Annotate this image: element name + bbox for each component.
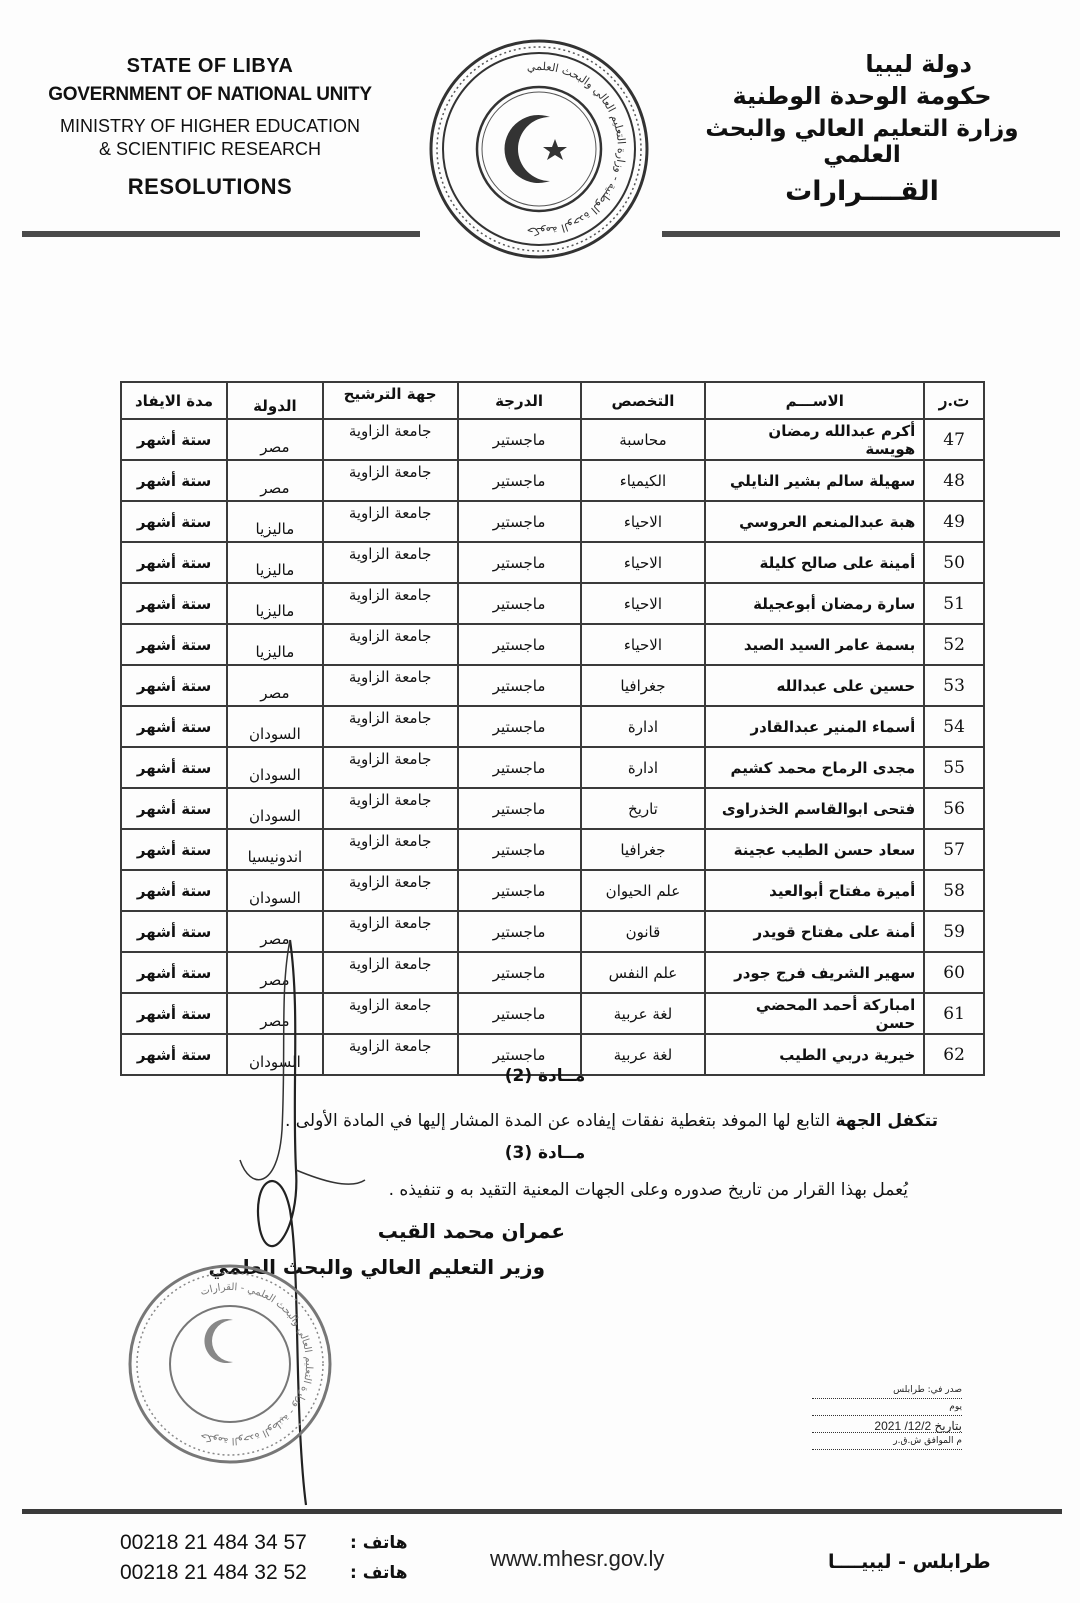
issuance-date: بتاريخ 12/2/ 2021 (812, 1419, 962, 1433)
cell-nominating-body: جامعة الزاوية (323, 583, 458, 624)
cell-no: 49 (924, 501, 984, 542)
cell-degree: ماجستير (458, 706, 581, 747)
cell-name: سهيلة سالم بشير النايلي (705, 460, 924, 501)
cell-degree: ماجستير (458, 829, 581, 870)
signer-title: وزير التعليم العالي والبحث العلمي (208, 1255, 545, 1279)
header-ar-government: حكومة الوحدة الوطنية (732, 82, 992, 110)
header-ar-state: دولة ليبيا (865, 50, 972, 78)
cell-degree: ماجستير (458, 460, 581, 501)
cell-specialization: الاحياء (581, 583, 706, 624)
article-2-title: مــادة (2) (504, 1066, 586, 1086)
cell-name: أميرة مفتاح أبوالعيد (705, 870, 924, 911)
cell-duration: ستة أشهر (121, 624, 227, 665)
cell-country: مصر (227, 419, 323, 460)
cell-no: 62 (924, 1034, 984, 1075)
cell-country: السودان (227, 706, 323, 747)
header-rule-left (22, 231, 420, 237)
cell-no: 57 (924, 829, 984, 870)
cell-degree: ماجستير (458, 624, 581, 665)
footer-phone-1-label: هاتف : (350, 1533, 408, 1553)
col-header-degree: الدرجة (458, 382, 581, 419)
header-en-ministry: MINISTRY OF HIGHER EDUCATION (59, 116, 361, 136)
table-row (121, 583, 984, 624)
article-2-lead: تتكفل الجهة (835, 1111, 938, 1131)
resolutions-seal-icon (125, 1262, 335, 1467)
cell-name: سارة رمضان أبوعجيلة (705, 583, 924, 624)
cell-duration: ستة أشهر (121, 952, 227, 993)
table-row (121, 870, 984, 911)
cell-country: ماليزيا (227, 624, 323, 665)
header-en-state: STATE OF LIBYA (126, 55, 294, 77)
cell-country: السودان (227, 788, 323, 829)
ministry-seal-icon (425, 35, 653, 263)
table-header-row (121, 382, 984, 419)
cell-country: السودان (227, 1034, 323, 1075)
cell-nominating-body: جامعة الزاوية (323, 952, 458, 993)
col-header-name: الاســـم (705, 382, 924, 419)
header-rule-right (662, 231, 1060, 237)
cell-name: هبة عبدالمنعم العروسي (705, 501, 924, 542)
footer-rule (22, 1509, 1062, 1514)
table-row (121, 542, 984, 583)
cell-country: مصر (227, 952, 323, 993)
table-row (121, 788, 984, 829)
table-row (121, 747, 984, 788)
cell-degree: ماجستير (458, 911, 581, 952)
cell-specialization: الاحياء (581, 624, 706, 665)
cell-degree: ماجستير (458, 952, 581, 993)
footer-website: www.mhesr.gov.ly (490, 1546, 665, 1571)
cell-country: السودان (227, 870, 323, 911)
cell-country: ماليزيا (227, 542, 323, 583)
table-row (121, 624, 984, 665)
cell-degree: ماجستير (458, 542, 581, 583)
article-2-body: التابع لها الموفد بتغطية نفقات إيفاده عن المدة المشار إليها في المادة الأولى . (284, 1111, 831, 1131)
header-en-ministry-cont: & SCIENTIFIC RESEARCH (98, 139, 322, 159)
footer-phone-1: 00218 21 484 34 57 (120, 1531, 307, 1554)
cell-specialization: تاريخ (581, 788, 706, 829)
cell-duration: ستة أشهر (121, 665, 227, 706)
col-header-duration: مدة الايفاد (121, 382, 227, 419)
cell-name: حسين على عبدالله (705, 665, 924, 706)
cell-specialization: محاسبة (581, 419, 706, 460)
cell-degree: ماجستير (458, 1034, 581, 1075)
cell-duration: ستة أشهر (121, 911, 227, 952)
cell-specialization: علم الحيوان (581, 870, 706, 911)
cell-nominating-body: جامعة الزاوية (323, 542, 458, 583)
cell-nominating-body: جامعة الزاوية (323, 501, 458, 542)
cell-no: 58 (924, 870, 984, 911)
table-row (121, 829, 984, 870)
cell-nominating-body: جامعة الزاوية (323, 706, 458, 747)
cell-specialization: الاحياء (581, 501, 706, 542)
table-row (121, 501, 984, 542)
footer-phone-2: 00218 21 484 32 52 (120, 1561, 307, 1584)
cell-duration: ستة أشهر (121, 583, 227, 624)
cell-nominating-body: جامعة الزاوية (323, 829, 458, 870)
cell-country: مصر (227, 993, 323, 1034)
cell-duration: ستة أشهر (121, 993, 227, 1034)
cell-no: 55 (924, 747, 984, 788)
cell-no: 56 (924, 788, 984, 829)
cell-nominating-body: جامعة الزاوية (323, 460, 458, 501)
cell-duration: ستة أشهر (121, 460, 227, 501)
footer-city: طرابلس - ليبيــــا (828, 1551, 991, 1573)
issuance-block (812, 1385, 962, 1453)
cell-name: أمينة على صالح كليلة (705, 542, 924, 583)
header-english (30, 55, 390, 200)
cell-duration: ستة أشهر (121, 419, 227, 460)
cell-no: 52 (924, 624, 984, 665)
cell-name: فتحى ابوالقاسم الخذراوى (705, 788, 924, 829)
cell-name: سهير الشريف فرج جودر (705, 952, 924, 993)
signer-name: عمران محمد القيب (377, 1219, 565, 1243)
cell-degree: ماجستير (458, 419, 581, 460)
cell-nominating-body: جامعة الزاوية (323, 624, 458, 665)
article-3-title: مــادة (3) (504, 1143, 586, 1163)
cell-country: مصر (227, 460, 323, 501)
cell-specialization: الكيمياء (581, 460, 706, 501)
cell-name: خيرية دربي الطيب (705, 1034, 924, 1075)
article-3-text: يُعمل بهذا القرار من تاريخ صدوره وعلى الجهات المعنية التقيد به و تنفيذه . (388, 1180, 908, 1200)
cell-duration: ستة أشهر (121, 829, 227, 870)
cell-nominating-body: جامعة الزاوية (323, 870, 458, 911)
cell-country: السودان (227, 747, 323, 788)
table-row (121, 460, 984, 501)
seal-bottom-text: حكومة الوحدة الوطنية - وزارة التعليم العالي والبحث العلمي - القرارات (198, 1281, 315, 1447)
cell-name: أسماء المنير عبدالقادر (705, 706, 924, 747)
header-ar-ministry: وزارة التعليم العالي والبحث العلمي (705, 116, 1019, 168)
cell-duration: ستة أشهر (121, 870, 227, 911)
cell-specialization: علم النفس (581, 952, 706, 993)
cell-nominating-body: جامعة الزاوية (323, 911, 458, 952)
cell-no: 54 (924, 706, 984, 747)
table-row (121, 706, 984, 747)
cell-country: مصر (227, 911, 323, 952)
cell-country: مصر (227, 665, 323, 706)
cell-specialization: الاحياء (581, 542, 706, 583)
cell-degree: ماجستير (458, 583, 581, 624)
cell-nominating-body: جامعة الزاوية (323, 1034, 458, 1075)
cell-name: بسمة عامر السيد الصيد (705, 624, 924, 665)
cell-duration: ستة أشهر (121, 542, 227, 583)
table-row (121, 419, 984, 460)
cell-country: اندونيسيا (227, 829, 323, 870)
cell-specialization: لغة عربية (581, 993, 706, 1034)
cell-no: 59 (924, 911, 984, 952)
cell-nominating-body: جامعة الزاوية (323, 665, 458, 706)
cell-duration: ستة أشهر (121, 1034, 227, 1075)
cell-duration: ستة أشهر (121, 501, 227, 542)
cell-nominating-body: جامعة الزاوية (323, 993, 458, 1034)
cell-country: ماليزيا (227, 501, 323, 542)
cell-specialization: جغرافيا (581, 665, 706, 706)
cell-specialization: جغرافيا (581, 829, 706, 870)
cell-specialization: قانون (581, 911, 706, 952)
cell-no: 48 (924, 460, 984, 501)
issuance-place: صدر في: طرابلس (812, 1385, 962, 1399)
cell-nominating-body: جامعة الزاوية (323, 419, 458, 460)
table-row (121, 665, 984, 706)
cell-name: مجدى الرماح محمد كشيم (705, 747, 924, 788)
cell-nominating-body: جامعة الزاوية (323, 788, 458, 829)
cell-nominating-body: جامعة الزاوية (323, 747, 458, 788)
footer-phone-2-label: هاتف : (350, 1563, 408, 1583)
cell-no: 60 (924, 952, 984, 993)
cell-specialization: ادارة (581, 747, 706, 788)
cell-no: 53 (924, 665, 984, 706)
issuance-hijri: م الموافق ش.ق.ر (812, 1436, 962, 1450)
cell-name: أكرم عبدالله رمضان هويسة (705, 419, 924, 460)
cell-degree: ماجستير (458, 665, 581, 706)
cell-degree: ماجستير (458, 993, 581, 1034)
cell-no: 61 (924, 993, 984, 1034)
col-header-specialization: التخصص (581, 382, 706, 419)
cell-name: أمنة على مفتاح قويدر (705, 911, 924, 952)
cell-no: 47 (924, 419, 984, 460)
issuance-day: يوم (812, 1402, 962, 1416)
col-header-country: الدولة (227, 382, 323, 419)
header-en-resolutions: RESOLUTIONS (127, 174, 293, 199)
cell-degree: ماجستير (458, 501, 581, 542)
cell-country: ماليزيا (227, 583, 323, 624)
cell-specialization: لغة عربية (581, 1034, 706, 1075)
header-ar-resolutions: القــــرارات (785, 176, 939, 207)
cell-degree: ماجستير (458, 870, 581, 911)
cell-no: 50 (924, 542, 984, 583)
cell-duration: ستة أشهر (121, 788, 227, 829)
header-arabic (672, 50, 1052, 207)
cell-name: امباركة أحمد المحضي حسن (705, 993, 924, 1034)
col-header-nominating-body: جهة الترشيح (323, 382, 458, 419)
col-header-no: ت.ر (924, 382, 984, 419)
cell-degree: ماجستير (458, 788, 581, 829)
cell-duration: ستة أشهر (121, 706, 227, 747)
cell-duration: ستة أشهر (121, 747, 227, 788)
cell-name: سعاد حسن الطيب عجينة (705, 829, 924, 870)
cell-specialization: ادارة (581, 706, 706, 747)
seal-top-text: حكومة الوحدة الوطنية - وزارة التعليم العالي والبحث العلمي (525, 59, 629, 239)
header-en-government: GOVERNMENT OF NATIONAL UNITY (48, 84, 372, 105)
cell-no: 51 (924, 583, 984, 624)
cell-degree: ماجستير (458, 747, 581, 788)
